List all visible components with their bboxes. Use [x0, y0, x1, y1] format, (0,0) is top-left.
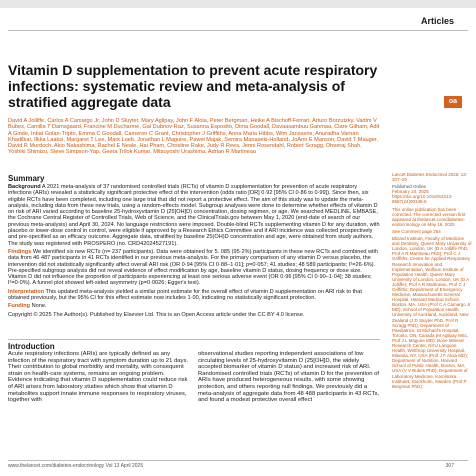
introduction-left-column: Acute respiratory infections (ARIs) are typically defined as any infection of the respiratory tract with symptom duration up to 21 days. Their contribution to global morbidity and mortality, with consequent strain on health-care systems, remains an ongoing problem. Evidence indicating that vitamin D supplementation could reduce risk of ARI arises from laboratory studies which show that vitamin D metabolites support innate immune responses to respiratory viruses, together with: [8, 351, 189, 404]
sidebar-published: [392, 184, 472, 204]
page-number: 307: [445, 463, 454, 469]
top-bar: [0, 0, 476, 8]
author-list: David A Jolliffe, Carlos A Camargo Jr, John D Sluyter, Mary Aglipay, John F Aloia, Peter Bergman, Heike A Bischoff-Ferrari, Arturo Borzutzky, Vadim V Bubes, Camilla T Damsgaard, Francine M Ducharme, Gal Dubnov-Raz, Susanna Esposito, Dima Goodall, Davaasambuu Ganmaa, Clare Gilham, Adit A Ginde, Inbal Golan-Tripto, Emma C Goodall, Cameron C Grant, Christopher J Griffiths, Anna Maria Hibbs, Wim Janssens, Anuradha Varnan Khadilkar, Ilkka Laaksi, Margaret T Lee, Mark Loeb, Jonathan L Maguire, Paweł Majak, Semira Manaseki-Holland, JoAnn E Manson, David T Mauger, David R Murdoch, Akio Nakashima, Rachel E Neale, Hai Pham, Christine Rake, Judy R Rees, Jenni Rosendahl, Robert Scragg, Dheeraj Shah, Yoshiki Shimizu, Steve Simpson-Yap, Geeta Trilok Kumar, Mitsuyoshi Urashima, Adrian R Martineau: [8, 118, 380, 156]
summary-heading: Summary: [8, 174, 45, 183]
footer-volume: Vol 13: [105, 463, 120, 469]
findings-text: We identified six new RCTs (n= 237 participants). Data were obtained for 5. 085 (95·2%) participants in these new RCTs and combined with data from 46 487 participants in 41 RCTs identified in our previous meta-analysis. For the primary comparison of any vitamin D versus placebo, the intervention did not statistically significantly affect overall ARI risk (OR 0·94 [95% CI 0·88–1·01]; p=0·057; 41 studies; 48 589 participants; I²=26·6%). Pre-specified subgroup analysis did not reveal evidence of effect modification by age, baseline vitamin D status, dosing frequency or dose size. Vitamin D did not influence the proportion of participants experiencing at least one serious adverse event (OR 0·96 [95% CI 0·90–1·04]; 38 studies; I²=0·0%). A funnel plot showed left-sided asymmetry (p=0·0026; Egger's test).: [8, 248, 379, 287]
interpretation-text: This updated meta-analysis yielded a similar point estimate for the overall effect of vitamin D supplementation on ARI risk to that obtained previously, but the 95% CI for this effect estimate now includes 1·00, indicating no statistically significant protection.: [8, 288, 362, 302]
abstract-funding: [8, 303, 380, 309]
top-divider: [8, 30, 468, 31]
sidebar-correction-note: This online publication has been corrected. The corrected version first appeared at thelancet.com/diabetes-endocrinology on May 16, 2025: [392, 206, 466, 227]
sidebar-journal-ref: Lancet Diabetes Endocrinol 2025; 13: 307–20: [392, 172, 468, 183]
introduction-heading: Introduction: [8, 342, 55, 351]
introduction-right-column: observational studies reporting independent associations of low circulating levels of 25-hydroxyvitamin D (25[OH]D, the widely accepted biomarker of vitamin D status) and increased risk of ARI. Randomised controlled trials (RCTs) of vitamin D for the prevention of ARIs have produced heterogeneous results, with some showing protection, and others reporting null findings. We previously did a meta-analysis of aggregate data from 48 488 participants in 43 RCTs, and found a modest protective overall effect: [198, 351, 380, 404]
interpretation-label: Interpretation: [8, 288, 45, 295]
footer-date: April 2025: [120, 463, 144, 469]
footer-journal: [8, 463, 143, 469]
funding-text: None.: [31, 303, 47, 310]
abstract: [8, 174, 380, 320]
footer-divider: [8, 460, 468, 461]
findings-label: Findings: [8, 248, 32, 255]
sidebar-doi-link[interactable]: https://doi.org/10.1016/S2213-8587(24)00348-6: [392, 194, 453, 205]
sidebar-published-label: Published Online: [392, 184, 427, 190]
background-label: Background: [8, 184, 41, 190]
sidebar-comment-link[interactable]: See Comment page 264: [392, 228, 441, 234]
copyright-line: Copyright © 2025 The Author(s). Published by Elsevier Ltd. This is an Open Access article under the CC BY 4.0 license.: [8, 311, 305, 318]
abstract-divider: [8, 339, 380, 340]
abstract-findings: [8, 249, 380, 287]
sidebar-published-date: February 24, 2025: [392, 189, 429, 195]
abstract-interpretation: [8, 289, 380, 302]
abstract-background: [8, 184, 380, 247]
section-label: Articles: [420, 16, 454, 26]
article-title: Vitamin D supplementation to prevent acute respiratory infections: systematic review and meta-analysis of stratified aggregate data: [8, 62, 378, 110]
sidebar-affiliations: Blizard Institute, Faculty of Medicine and Dentistry, Queen Mary University of London, London, UK (D A Jolliffe PhD, Prof A R Martineau PhD); Prof C J Griffiths; Centre for Applied Respiratory Research Innovation and Implementation, Wolfson Institute of Population Health, Queen Mary University of London, London, UK (D A Jolliffe); Prof A R Martineau, Prof C J Griffiths; Department of Emergency Medicine, Massachusetts General Hospital, Harvard Medical School, Boston, MA, USA (Prof C A Camargo Jr MD); School of Population Health, University of Auckland, Auckland, New Zealand (J D Sluyter PhD, Prof R Scragg PhD); Department of Paediatrics, St Michael's Hospital, Toronto, ON, Canada (M Aglipay MSc, Prof J L Maguire MD); Bone Mineral Research Center, NYU Langone Health, Winthrop University Hospital, Mineola, NY, USA (Prof J F Aloia MD); Department of Nutrition, Harvard School of Public Health, Boston, MA, USA (V V Bubes PhD); Department of Laboratory Medicine, Karolinska Institutet, Stockholm, Sweden (Prof P Bergman PhD);: [392, 236, 472, 389]
open-access-badge: oa: [444, 96, 462, 108]
footer-journal-url[interactable]: www.thelancet.com/diabetes-endocrinology: [8, 463, 105, 469]
background-text: A 2021 meta-analysis of 37 randomised controlled trials (RCTs) of vitamin D supplementation for prevention of acute respiratory infections (ARIs) revealed a statistically significant protective effect of the intervention (odds ratio [OR] 0·92 [95% CI 0·86 to 0·99]). Since then, six eligible RCTs have been completed, including one large trial that did not report a protective effect. The aim of this study was to update the meta-analysis, including data from these new trials, using a random-effects model. Subgroup analyses were done to determine whether effects of vitamin D on risk of ARI varied according to baseline 25-hydroxyvitamin D (25[OH]D) concentration, dosing regimen, or age. We searched MEDLINE, EMBASE, the Cochrane Central Register of Controlled Trials, Web of Science, and the ClinicalTrials.gov between May 1, 2020 (end-date of search of our previous meta-analysis) and April 30, 2024. No language restrictions were imposed. Double-blind RCTs supplementing vitamin D for any duration, with placebo or lower-dose control in control, were eligible if approved by a Research Ethics Committee and if ARI incidence was collected prospectively and pre-specified as an efficacy outcome. Aggregate data, stratified by baseline 25(OH)D concentration and age, were obtained from study authors. The study was registered with PROSPERO (no. CRD42024527191).: [8, 184, 380, 247]
article-sidebar: [392, 172, 472, 391]
funding-label: Funding: [8, 303, 31, 310]
